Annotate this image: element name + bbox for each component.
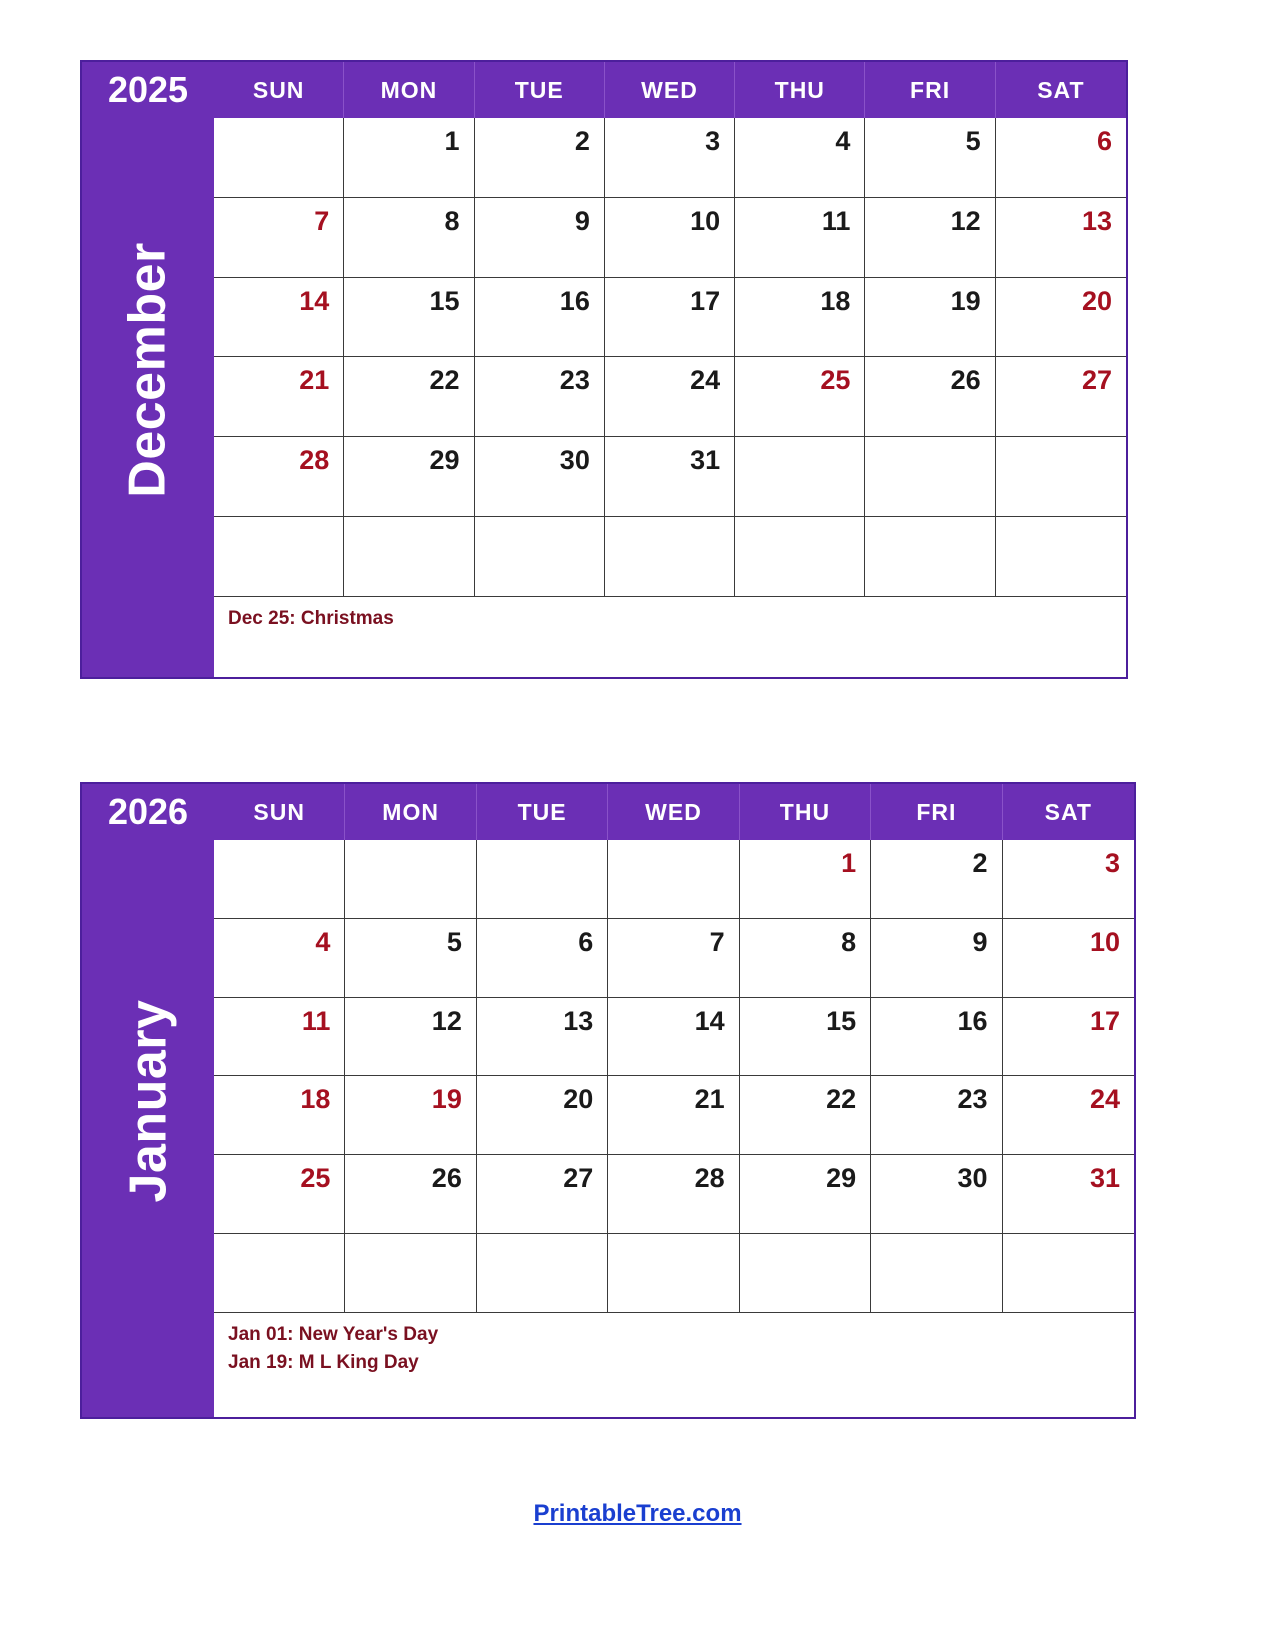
week-row (214, 437, 1126, 517)
weekday-fri: FRI (871, 784, 1002, 840)
day-cell[interactable]: 2 (475, 118, 605, 198)
day-cell[interactable]: 21 (214, 357, 344, 437)
day-cell[interactable]: 15 (740, 998, 871, 1077)
day-cell[interactable]: 6 (996, 118, 1126, 198)
day-cell[interactable]: 30 (475, 437, 605, 517)
day-cell[interactable]: 31 (1003, 1155, 1134, 1234)
day-cell-holiday[interactable]: 25 (735, 357, 865, 437)
day-cell[interactable]: 16 (871, 998, 1002, 1077)
week-row (214, 840, 1134, 919)
day-cell[interactable]: 27 (996, 357, 1126, 437)
day-cell[interactable]: 22 (740, 1076, 871, 1155)
day-cell[interactable]: 3 (1003, 840, 1134, 919)
day-cell[interactable]: 1 (344, 118, 474, 198)
day-cell[interactable]: 6 (477, 919, 608, 998)
day-cell[interactable]: 4 (214, 919, 345, 998)
day-cell[interactable]: 23 (871, 1076, 1002, 1155)
weekday-sat: SAT (1037, 76, 1085, 103)
month-spine-december (82, 62, 214, 677)
day-cell-empty (214, 840, 345, 919)
weekday-thu: THU (740, 784, 871, 840)
day-cell[interactable]: 16 (475, 278, 605, 358)
day-cell[interactable]: 28 (608, 1155, 739, 1234)
weekday-wed: WED (608, 784, 739, 840)
year-label-2026: 2026 (82, 784, 214, 840)
footer-site-link[interactable]: PrintableTree.com (533, 1500, 742, 1527)
day-cell-empty (740, 1234, 871, 1313)
day-cell[interactable]: 26 (865, 357, 995, 437)
day-cell[interactable]: 8 (740, 919, 871, 998)
day-cell[interactable]: 8 (344, 198, 474, 278)
week-row (214, 198, 1126, 278)
week-row (214, 919, 1134, 998)
day-cell[interactable]: 10 (605, 198, 735, 278)
day-cell[interactable]: 30 (871, 1155, 1002, 1234)
day-cell[interactable]: 31 (605, 437, 735, 517)
weekday-sun: SUN (214, 62, 344, 118)
day-cell[interactable]: 12 (345, 998, 476, 1077)
day-cell[interactable] (214, 118, 344, 198)
day-cell-empty (477, 1234, 608, 1313)
day-cell-empty (1003, 1234, 1134, 1313)
week-row (214, 1076, 1134, 1155)
day-cell[interactable]: 7 (214, 198, 344, 278)
day-cell-empty (608, 1234, 739, 1313)
holiday-notes-december (214, 597, 1126, 677)
day-cell[interactable]: 15 (344, 278, 474, 358)
day-cell-empty (345, 840, 476, 919)
day-cell[interactable]: 18 (214, 1076, 345, 1155)
day-cell-empty (477, 840, 608, 919)
week-row (214, 357, 1126, 437)
day-cell-holiday[interactable]: 19 (345, 1076, 476, 1155)
day-cell[interactable]: 20 (477, 1076, 608, 1155)
day-cell-empty (865, 517, 995, 597)
day-cell[interactable]: 2 (871, 840, 1002, 919)
day-cell[interactable]: 18 (735, 278, 865, 358)
week-row (214, 998, 1134, 1077)
day-cell[interactable]: 9 (871, 919, 1002, 998)
day-cell-empty (608, 840, 739, 919)
day-cell[interactable]: 3 (605, 118, 735, 198)
day-cell[interactable]: 12 (865, 198, 995, 278)
day-cell[interactable]: 10 (1003, 919, 1134, 998)
calendar-grid-january (214, 784, 1134, 1417)
footer (0, 1500, 1275, 1528)
day-cell[interactable]: 20 (996, 278, 1126, 358)
weekday-thu: THU (735, 62, 865, 118)
day-cell-empty (865, 437, 995, 517)
day-cell-empty (735, 517, 865, 597)
weekday-tue: TUE (477, 784, 608, 840)
week-row (214, 1155, 1134, 1234)
weeks-january (214, 840, 1134, 1313)
day-cell[interactable]: 11 (735, 198, 865, 278)
day-cell-empty (475, 517, 605, 597)
day-cell[interactable]: 14 (214, 278, 344, 358)
day-cell[interactable]: 28 (214, 437, 344, 517)
day-cell[interactable]: 7 (608, 919, 739, 998)
day-cell[interactable]: 24 (605, 357, 735, 437)
holiday-note: Jan 19: M L King Day (228, 1351, 419, 1373)
day-cell-empty (214, 517, 344, 597)
holiday-note: Dec 25: Christmas (228, 608, 394, 629)
day-cell-empty (345, 1234, 476, 1313)
day-cell[interactable]: 25 (214, 1155, 345, 1234)
weekday-sat: SAT (1044, 798, 1092, 825)
month-name-december: December (119, 241, 177, 498)
day-cell[interactable]: 27 (477, 1155, 608, 1234)
day-cell-empty (871, 1234, 1002, 1313)
day-cell-empty (735, 437, 865, 517)
weekday-wed: WED (605, 62, 735, 118)
day-cell[interactable]: 23 (475, 357, 605, 437)
day-cell[interactable]: 14 (608, 998, 739, 1077)
day-cell[interactable]: 17 (1003, 998, 1134, 1077)
holiday-note: Jan 01: New Year's Day (228, 1324, 439, 1345)
day-cell[interactable]: 11 (214, 998, 345, 1077)
day-cell[interactable]: 24 (1003, 1076, 1134, 1155)
weeks-december (214, 118, 1126, 597)
calendar-grid-december (214, 62, 1126, 677)
weekday-mon: MON (344, 62, 474, 118)
weekday-mon: MON (345, 784, 476, 840)
weekday-header-row-december (214, 62, 1126, 118)
week-row (214, 278, 1126, 358)
day-cell[interactable]: 13 (996, 198, 1126, 278)
month-name-january: January (119, 999, 178, 1202)
day-cell[interactable]: 5 (345, 919, 476, 998)
day-cell[interactable]: 19 (865, 278, 995, 358)
day-cell[interactable]: 26 (345, 1155, 476, 1234)
day-cell[interactable]: 21 (608, 1076, 739, 1155)
calendar-month-january (80, 782, 1136, 1419)
day-cell[interactable]: 22 (344, 357, 474, 437)
day-cell-empty (996, 437, 1126, 517)
day-cell[interactable]: 4 (735, 118, 865, 198)
week-row (214, 517, 1126, 597)
holiday-notes-january (214, 1313, 1134, 1417)
weekday-fri: FRI (865, 62, 995, 118)
day-cell[interactable]: 9 (475, 198, 605, 278)
week-row (214, 1234, 1134, 1313)
weekday-header-row-january (214, 784, 1134, 840)
day-cell-empty (996, 517, 1126, 597)
day-cell[interactable]: 17 (605, 278, 735, 358)
day-cell[interactable]: 29 (740, 1155, 871, 1234)
day-cell-holiday[interactable]: 1 (740, 840, 871, 919)
day-cell[interactable]: 5 (865, 118, 995, 198)
weekday-sun: SUN (214, 784, 345, 840)
day-cell[interactable]: 29 (344, 437, 474, 517)
weekday-tue: TUE (475, 62, 605, 118)
day-cell-empty (214, 1234, 345, 1313)
calendar-month-december (80, 60, 1128, 679)
day-cell-empty (605, 517, 735, 597)
month-spine-january (82, 784, 214, 1417)
year-label-2025: 2025 (82, 62, 214, 118)
day-cell[interactable]: 13 (477, 998, 608, 1077)
week-row (214, 118, 1126, 198)
day-cell-empty (344, 517, 474, 597)
